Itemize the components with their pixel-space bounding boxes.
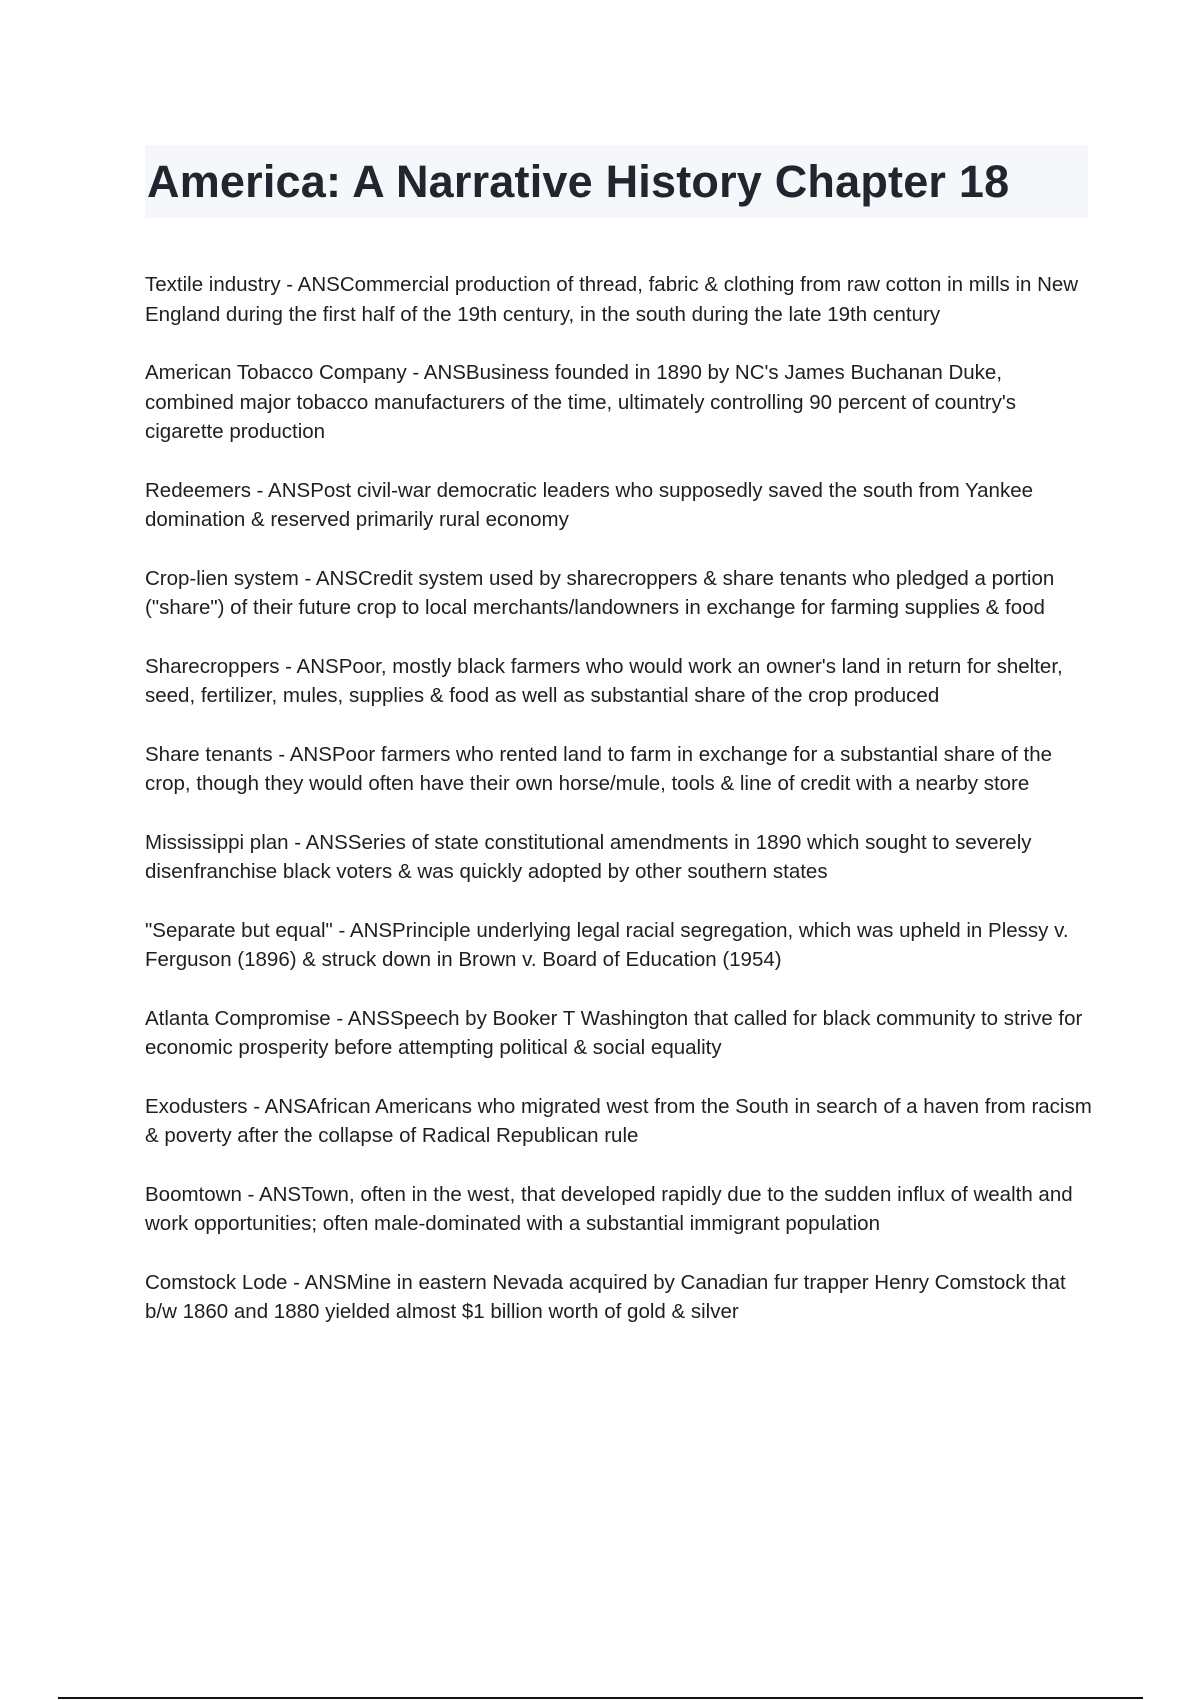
term-entry-boomtown: Boomtown - ANSTown, often in the west, that developed rapidly due to the sudden influx of wealth and work opportunities; often male-dominated with a substantial immigrant population xyxy=(145,1182,1073,1235)
title-band xyxy=(145,145,1088,218)
bottom-divider xyxy=(58,1697,1143,1699)
term-entry-textile-industry: Textile industry - ANSCommercial production of thread, fabric & clothing from raw cotton in mills in New England during the first half of the 19th century, in the south during the late 19th century xyxy=(145,273,1079,326)
page-title: America: A Narrative History Chapter 18 xyxy=(147,156,1010,207)
term-entry-sharecroppers: Sharecroppers - ANSPoor, mostly black farmers who would work an owner's land in return for shelter, seed, fertilizer, mules, supplies & food as well as substantial share of the crop produced xyxy=(145,654,1063,707)
term-entry-comstock-lode: Comstock Lode - ANSMine in eastern Nevada acquired by Canadian fur trapper Henry Comstock that b/w 1860 and 1880 yielded almost $1 billion worth of gold & silver xyxy=(145,1270,1066,1323)
term-entry-redeemers: Redeemers - ANSPost civil-war democratic leaders who supposedly saved the south from Yankee domination & reserved primarily rural economy xyxy=(145,478,1033,531)
term-entry-american-tobacco-company: American Tobacco Company - ANSBusiness founded in 1890 by NC's James Buchanan Duke, combined major tobacco manufacturers of the time, ultimately controlling 90 percent of country's cigarette production xyxy=(145,361,1017,443)
term-entry-separate-but-equal: "Separate but equal" - ANSPrinciple underlying legal racial segregation, which was upheld in Plessy v. Ferguson (1896) & struck down in Brown v. Board of Education (1954) xyxy=(145,918,1069,971)
term-entry-crop-lien-system: Crop-lien system - ANSCredit system used by sharecroppers & share tenants who pledged a portion ("share") of their future crop to local merchants/landowners in exchange for farming supplies & food xyxy=(145,566,1055,619)
term-entry-share-tenants: Share tenants - ANSPoor farmers who rented land to farm in exchange for a substantial share of the crop, though they would often have their own horse/mule, tools & line of credit with a nearby store xyxy=(145,742,1053,795)
term-entry-atlanta-compromise: Atlanta Compromise - ANSSpeech by Booker T Washington that called for black community to strive for economic prosperity before attempting political & social equality xyxy=(145,1006,1083,1059)
term-list xyxy=(145,270,1095,1356)
term-entry-exodusters: Exodusters - ANSAfrican Americans who migrated west from the South in search of a haven from racism & poverty after the collapse of Radical Republican rule xyxy=(145,1094,1092,1147)
term-entry-mississippi-plan: Mississippi plan - ANSSeries of state constitutional amendments in 1890 which sought to severely disenfranchise black voters & was quickly adopted by other southern states xyxy=(145,830,1032,883)
